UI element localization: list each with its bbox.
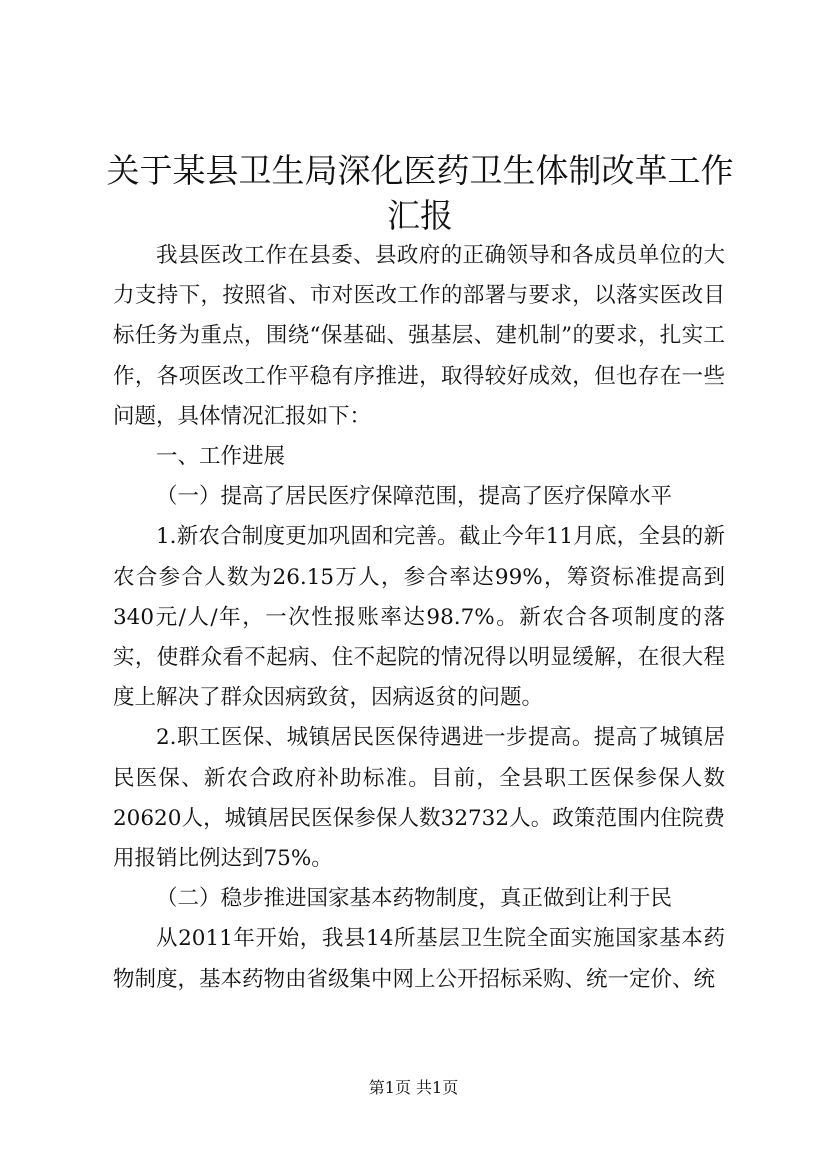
- intro-paragraph: 我县医改工作在县委、县政府的正确领导和各成员单位的大力支持下，按照省、市对医改工作的部署与要求，以落实医改目标任务为重点，围绕“保基础、强基层、建机制”的要求，扎实工作，各项医改工作平稳有序推进，取得较好成效，但也存在一些问题，具体情况汇报如下：: [113, 243, 725, 429]
- subsection-heading-1: （一）提高了居民医疗保障范围，提高了医疗保障水平: [156, 484, 673, 510]
- section-heading-work-progress: 一、工作进展: [156, 444, 286, 470]
- subsection-heading-2: （二）稳步推进国家基本药物制度，真正做到让利于民: [156, 886, 673, 912]
- paragraph-essential-drugs: 从2011年开始，我县14所基层卫生院全面实施国家基本药物制度，基本药物由省级集中网上公开招标采购、统一定价、统: [113, 926, 725, 992]
- paragraph-new-rural-coop: 1.新农合制度更加巩固和完善。截止今年11月底，全县的新农合参合人数为26.15万人，参合率达99%，筹资标准提高到340元/人/年，一次性报账率达98.7%。新农合各项制度的落实，使群众看不起病、住不起院的情况得以明显缓解，在很大程度上解决了群众因病致贫，因病返贫的问题。: [113, 524, 725, 711]
- document-title: 关于某县卫生局深化医药卫生体制改革工作汇报: [106, 151, 734, 235]
- paragraph-employee-insurance: 2.职工医保、城镇居民医保待遇进一步提高。提高了城镇居民医保、新农合政府补助标准。目前，全县职工医保参保人数20620人，城镇居民医保参保人数32732人。政策范围内住院费用报销比例达到75%。: [113, 725, 725, 872]
- page-footer: 第1页 共1页: [368, 1078, 459, 1097]
- document-body: [113, 236, 725, 1000]
